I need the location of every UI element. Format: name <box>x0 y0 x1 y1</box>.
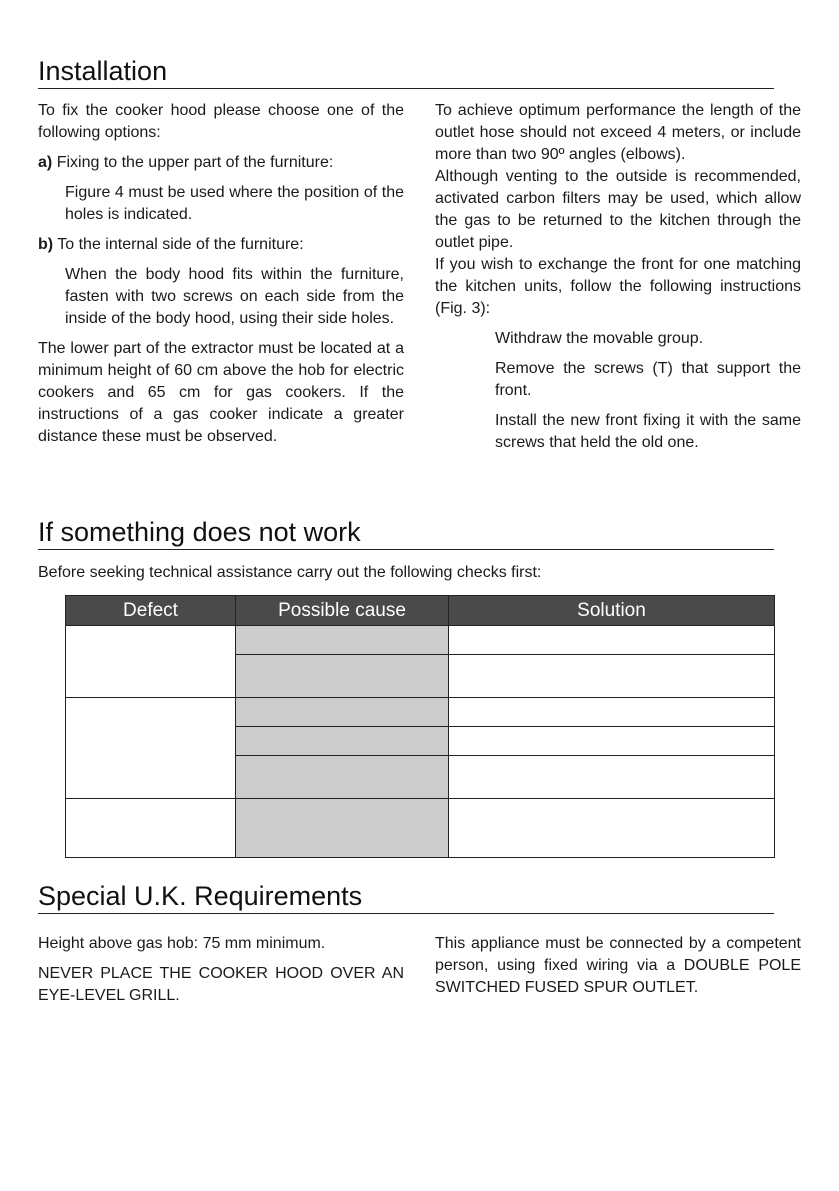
column-header-cause: Possible cause <box>236 596 449 626</box>
solution-cell <box>449 698 775 727</box>
installation-height-text: The lower part of the extractor must be located at a minimum height of 60 cm above the hob for electric cookers and 65 cm for gas cookers. If the instructions of a gas cooker indicate a greater distance these must be observed. <box>38 340 404 445</box>
table-row <box>66 799 775 858</box>
carbon-filters-text: Although venting to the outside is recommended, activated carbon filters may be used, which allow the gas to be returned to the kitchen through the outlet pipe. <box>435 168 801 251</box>
solution-cell <box>449 626 775 655</box>
uk-requirements-heading: Special U.K. Requirements <box>38 880 774 914</box>
step-item: Install the new front fixing it with the same screws that held the old one. <box>495 412 801 451</box>
defect-cell <box>66 698 236 799</box>
table-header-row <box>66 596 775 626</box>
uk-left-column <box>38 933 404 1007</box>
outlet-hose-text: To achieve optimum performance the length of the outlet hose should not exceed 4 meters, or include more than two 90º angles (elbows). <box>435 102 801 163</box>
table-row <box>66 626 775 655</box>
solution-cell <box>449 799 775 858</box>
option-b-label: b) <box>38 236 54 253</box>
option-b <box>38 234 404 256</box>
cause-cell <box>236 756 449 799</box>
step-item: Remove the screws (T) that support the front. <box>495 360 801 399</box>
cause-cell <box>236 698 449 727</box>
front-exchange-text: If you wish to exchange the front for one matching the kitchen units, follow the following instructions (Fig. 3): <box>435 256 801 317</box>
uk-height-text: Height above gas hob: 75 mm minimum. <box>38 935 326 952</box>
option-a <box>38 152 404 174</box>
option-a-label: a) <box>38 154 53 171</box>
cause-cell <box>236 799 449 858</box>
installation-right-column <box>435 100 801 454</box>
solution-cell <box>449 727 775 756</box>
installation-intro: To fix the cooker hood please choose one of the following options: <box>38 102 404 141</box>
column-header-defect: Defect <box>66 596 236 626</box>
table-row <box>66 698 775 727</box>
defect-cell <box>66 799 236 858</box>
installation-heading: Installation <box>38 55 774 89</box>
option-b-title: To the internal side of the furniture: <box>57 236 304 253</box>
uk-connection-text: This appliance must be connected by a competent person, using fixed wiring via a DOUBLE POLE SWITCHED FUSED SPUR OUTLET. <box>435 935 801 996</box>
cause-cell <box>236 727 449 756</box>
cause-cell <box>236 626 449 655</box>
option-a-text: Figure 4 must be used where the position of the holes is indicated. <box>65 184 404 223</box>
solution-cell <box>449 756 775 799</box>
uk-right-column <box>435 933 801 999</box>
installation-left-column <box>38 100 404 448</box>
troubleshooting-table <box>65 595 775 858</box>
solution-cell <box>449 655 775 698</box>
uk-grill-warning: NEVER PLACE THE COOKER HOOD OVER AN EYE-LEVEL GRILL. <box>38 965 404 1004</box>
cause-cell <box>236 655 449 698</box>
troubleshooting-heading: If something does not work <box>38 516 774 550</box>
column-header-solution: Solution <box>449 596 775 626</box>
troubleshooting-intro: Before seeking technical assistance carry out the following checks first: <box>38 564 542 581</box>
defect-cell <box>66 626 236 698</box>
step-item: Withdraw the movable group. <box>495 330 704 347</box>
option-a-title: Fixing to the upper part of the furniture: <box>56 154 334 171</box>
option-b-text: When the body hood fits within the furniture, fasten with two screws on each side from the inside of the body hood, using their side holes. <box>65 266 404 327</box>
